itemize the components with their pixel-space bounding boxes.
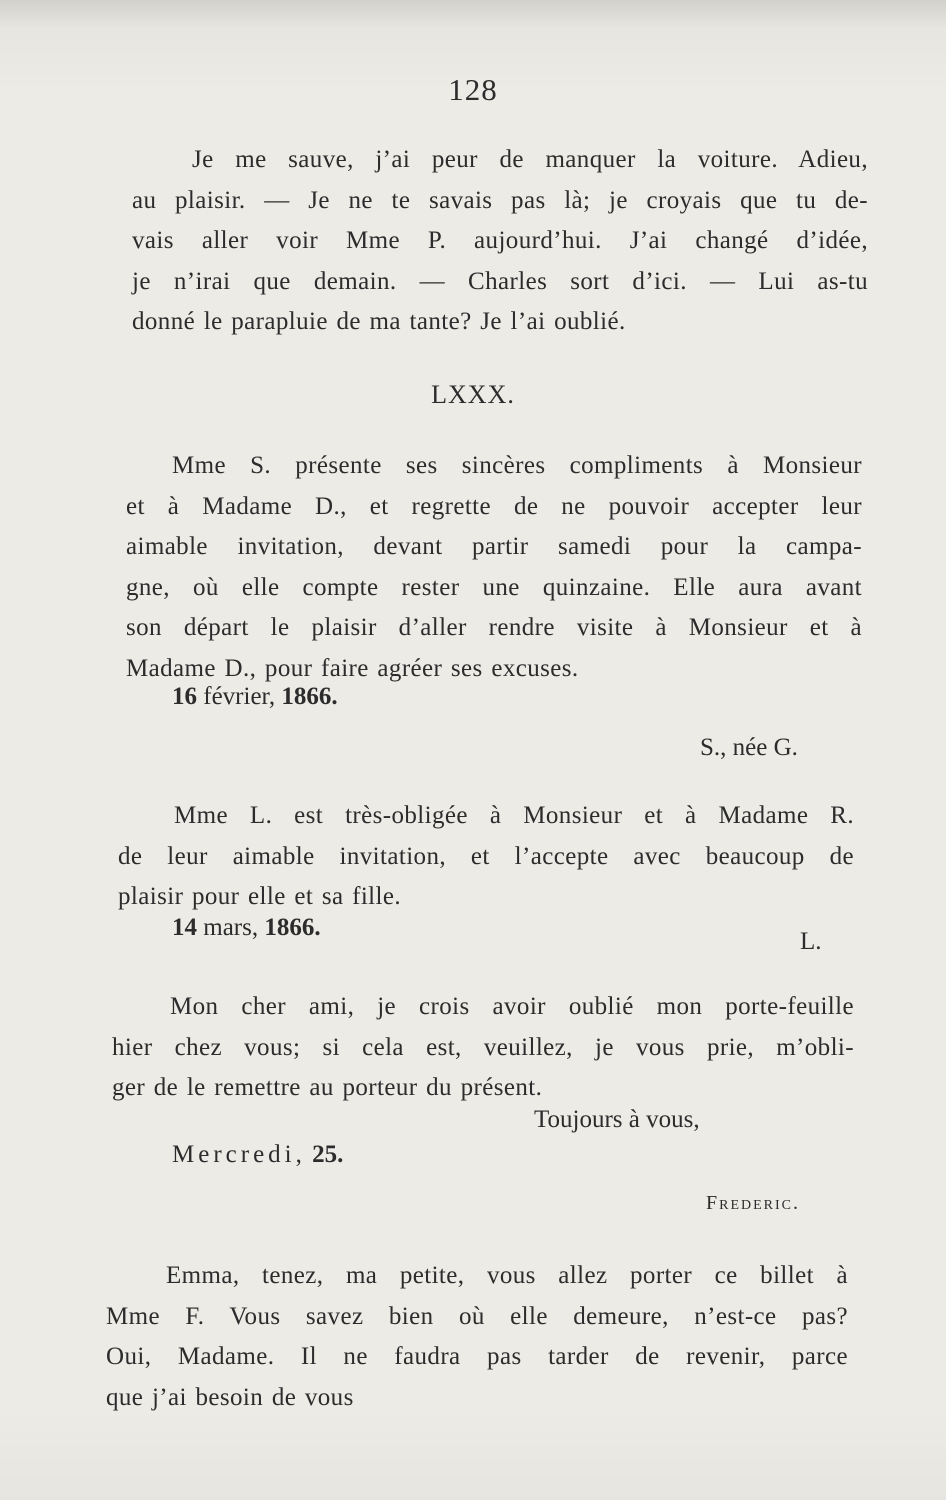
text-line: Emma, tenez, ma petite, vous allez porter ce billet à xyxy=(166,1262,848,1289)
text-line: ger de le remettre au porteur du présent. xyxy=(112,1074,543,1101)
text-line: Oui, Madame. Il ne faudra pas tarder de revenir, parce xyxy=(106,1343,848,1370)
weekday-line xyxy=(172,1141,343,1169)
text-line: Mon cher ami, je crois avoir oublié mon porte-feuille xyxy=(170,993,854,1020)
text-line: que j’ai besoin de vous xyxy=(106,1383,354,1411)
date-year: 1866. xyxy=(281,683,338,710)
paragraph-1 xyxy=(132,140,868,343)
text-line: Mme L. est très-obligée à Monsieur et à Madame R. xyxy=(174,802,854,829)
weekday-date: 25. xyxy=(312,1141,344,1168)
text-line: Mme S. présente ses sincères compliments à Monsieur xyxy=(172,452,862,479)
date-day: 14 xyxy=(172,914,197,941)
date-line-1 xyxy=(172,683,338,711)
page-number: 128 xyxy=(448,72,498,107)
paragraph-3 xyxy=(118,796,854,918)
date-month: mars, xyxy=(197,914,265,941)
text-line: hier chez vous; si cela est, veuillez, je vous prie, m’obli- xyxy=(112,1033,854,1061)
signature-1: S., née G. xyxy=(700,734,798,761)
paragraph-2 xyxy=(126,446,862,689)
text-line: Mme F. Vous savez bien où elle demeure, n’est-ce pas? xyxy=(106,1302,848,1330)
text-line: Madame D., pour faire agréer ses excuses. xyxy=(126,654,579,682)
page-top-edge xyxy=(0,0,946,28)
date-year: 1866. xyxy=(264,914,321,941)
text-line: vais aller voir Mme P. aujourd’hui. J’ai changé d’idée, xyxy=(132,227,868,254)
signature-2: L. xyxy=(800,928,822,955)
text-line: de leur aimable invitation, et l’accepte avec beaucoup de xyxy=(118,842,854,870)
weekday: Mercredi, xyxy=(172,1141,306,1168)
paragraph-5 xyxy=(106,1256,848,1418)
text-line: son départ le plaisir d’aller rendre visite à Monsieur et à xyxy=(126,614,862,641)
text-line: au plaisir. — Je ne te savais pas là; je croyais que tu de- xyxy=(132,186,868,214)
text-line: gne, où elle compte rester une quinzaine. Elle aura avant xyxy=(126,573,862,601)
text-line: aimable invitation, devant partir samedi pour la campa- xyxy=(126,533,862,560)
section-heading: LXXX. xyxy=(431,380,515,409)
text-line: donné le parapluie de ma tante? Je l’ai oublié. xyxy=(132,308,626,335)
text-line: Je me sauve, j’ai peur de manquer la voiture. Adieu, xyxy=(192,146,868,173)
paragraph-4 xyxy=(112,987,854,1109)
text-line: je n’irai que demain. — Charles sort d’ici. — Lui as-tu xyxy=(132,267,868,295)
signature-3: Frederic. xyxy=(706,1192,801,1214)
date-line-2 xyxy=(172,914,321,942)
closing-line: Toujours à vous, xyxy=(534,1106,700,1133)
date-day: 16 xyxy=(172,683,197,710)
text-line: plaisir pour elle et sa fille. xyxy=(118,883,402,910)
date-month: février, xyxy=(197,683,282,710)
text-line: et à Madame D., et regrette de ne pouvoir accepter leur xyxy=(126,492,862,520)
